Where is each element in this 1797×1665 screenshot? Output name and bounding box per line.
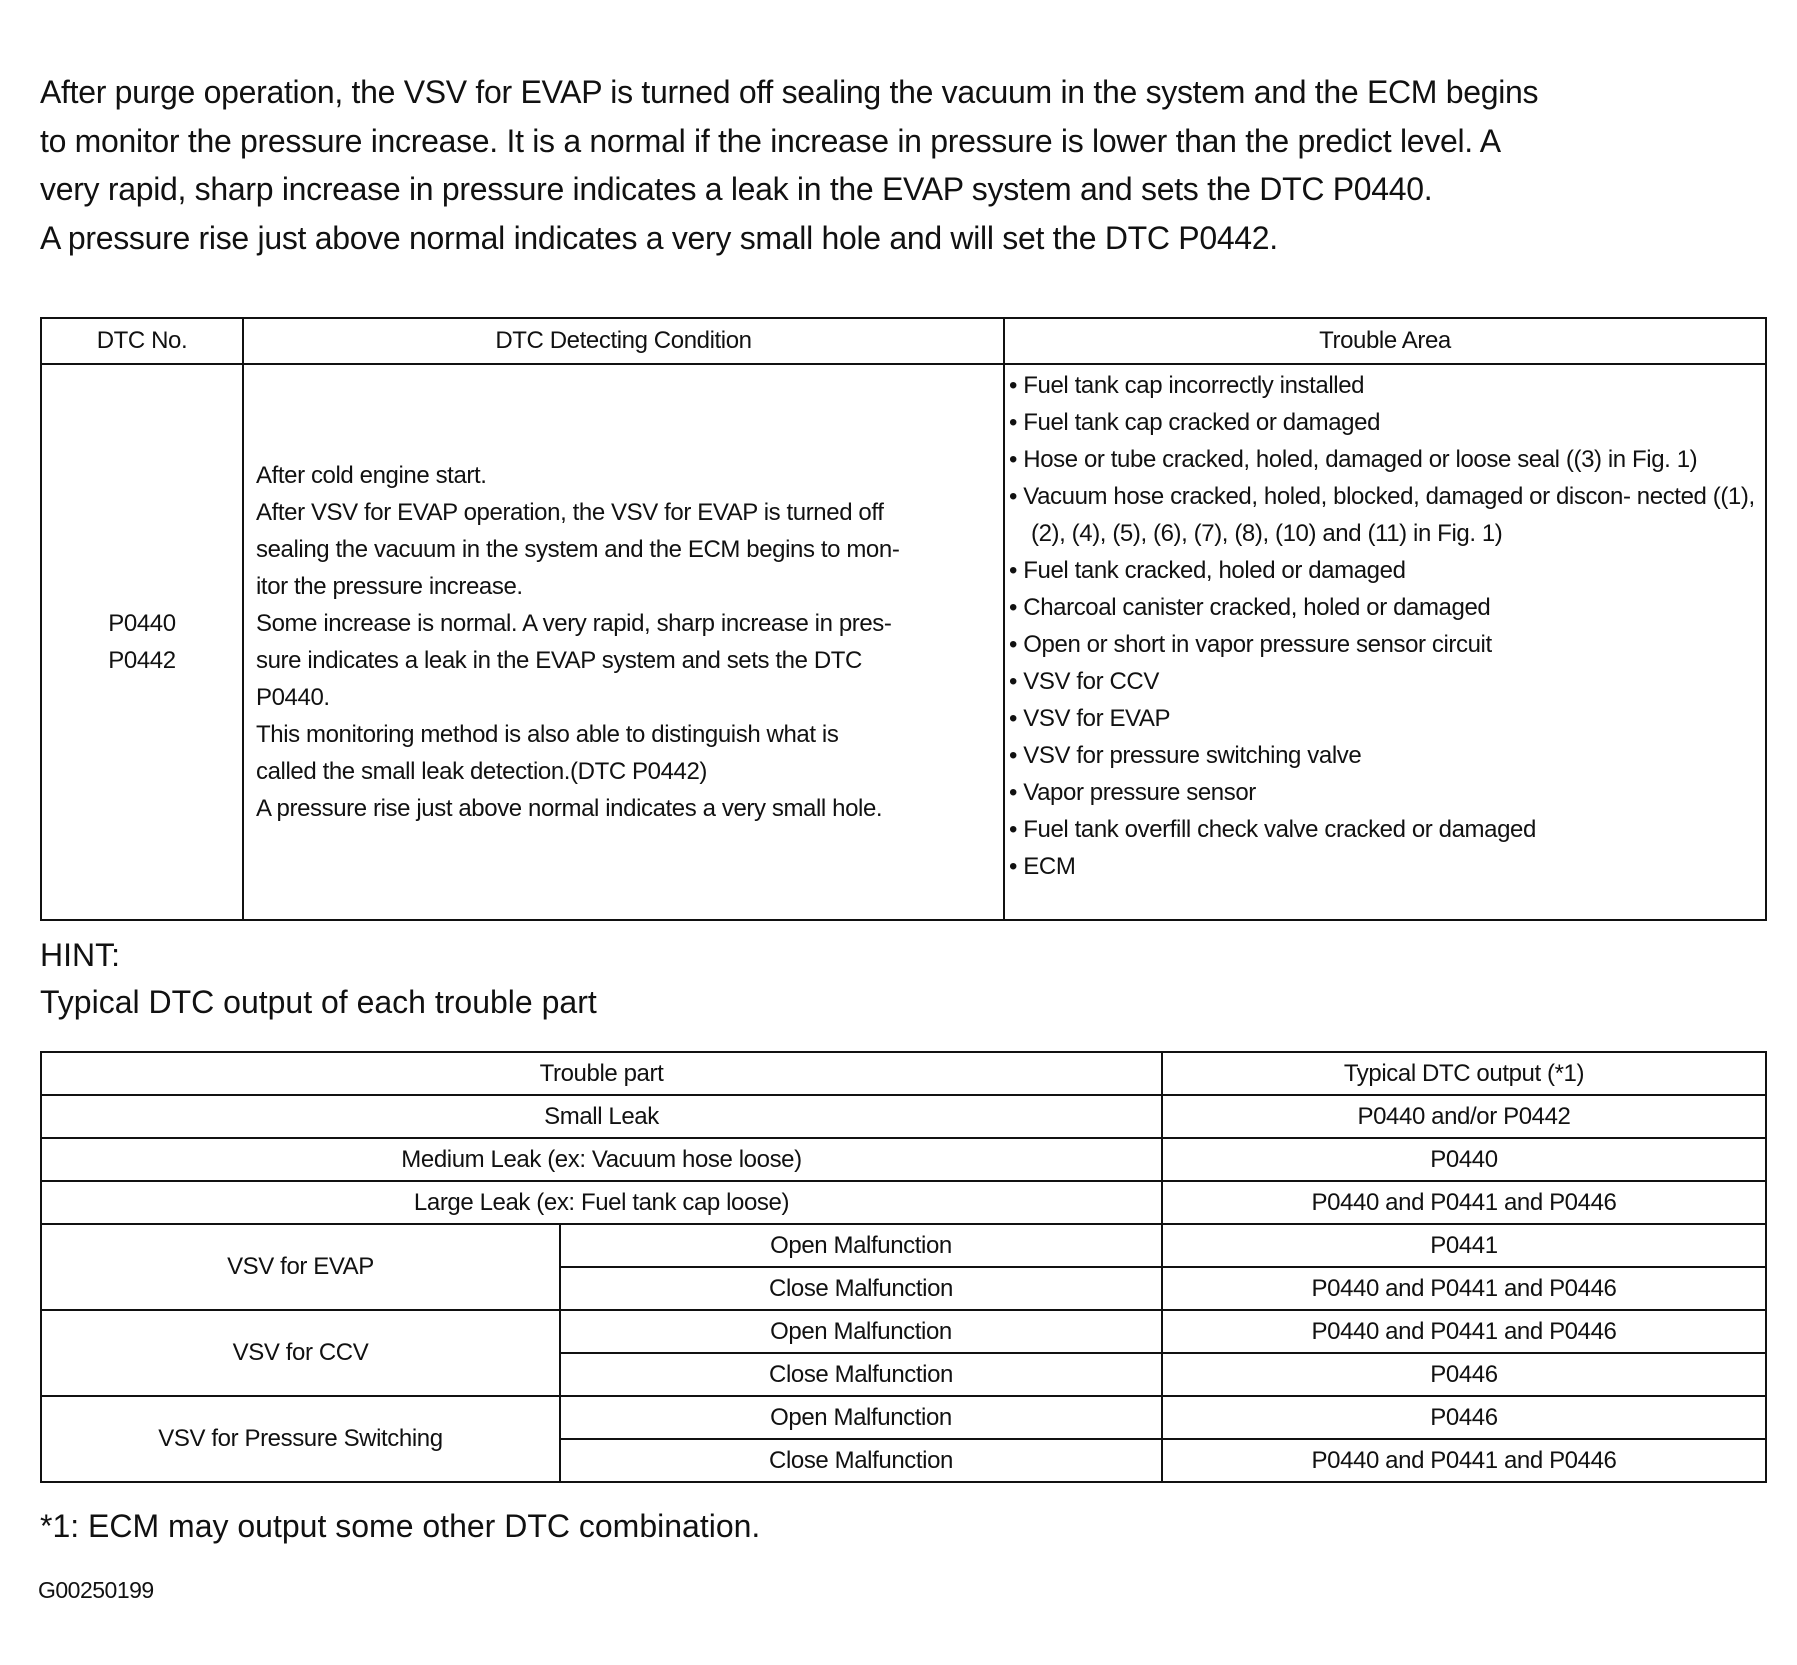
trouble-area-item xyxy=(1009,589,1765,626)
table-row xyxy=(41,1224,1766,1267)
dtc-output-table xyxy=(40,1051,1767,1483)
malfunction-mode-cell: Open Malfunction xyxy=(560,1310,1162,1353)
table-header-row xyxy=(41,318,1766,364)
dtc-output-cell: P0440 and P0441 and P0446 xyxy=(1162,1181,1766,1224)
header-typical-output: Typical DTC output (*1) xyxy=(1162,1052,1766,1095)
table-header-row xyxy=(41,1052,1766,1095)
trouble-part-cell: Large Leak (ex: Fuel tank cap loose) xyxy=(41,1181,1162,1224)
trouble-area-text: Charcoal canister cracked, holed or damaged xyxy=(1023,594,1491,621)
trouble-area-text: Fuel tank cap incorrectly installed xyxy=(1023,372,1365,399)
condition-line: sealing the vacuum in the system and the ECM begins to mon- xyxy=(256,536,900,563)
trouble-area-text: Fuel tank cracked, holed or damaged xyxy=(1023,557,1406,584)
trouble-area-text: VSV for EVAP xyxy=(1023,705,1171,732)
dtc-number: P0442 xyxy=(108,647,176,674)
trouble-area-item xyxy=(1009,404,1765,441)
header-condition: DTC Detecting Condition xyxy=(243,318,1004,364)
malfunction-mode-cell: Close Malfunction xyxy=(560,1353,1162,1396)
trouble-area-text: Vacuum hose cracked, holed, blocked, damaged or discon- nected ((1), (2), (4), (5), (6), (7), (8), (10) and (11) in Fig. 1) xyxy=(1023,483,1755,547)
malfunction-mode-cell: Close Malfunction xyxy=(560,1267,1162,1310)
trouble-area-item xyxy=(1009,626,1765,663)
condition-line: called the small leak detection.(DTC P0442) xyxy=(256,758,708,785)
trouble-area-text: ECM xyxy=(1023,853,1076,880)
trouble-area-item xyxy=(1009,552,1765,589)
trouble-area-text: VSV for pressure switching valve xyxy=(1023,742,1362,769)
trouble-area-item xyxy=(1009,811,1765,848)
table-row xyxy=(41,1138,1766,1181)
dtc-number: P0440 xyxy=(108,610,176,637)
table-row xyxy=(41,364,1766,920)
condition-cell xyxy=(243,364,1004,920)
condition-line: A pressure rise just above normal indicates a very small hole. xyxy=(256,795,883,822)
condition-line: Some increase is normal. A very rapid, sharp increase in pres- xyxy=(256,610,892,637)
bullet-icon: • xyxy=(1009,668,1024,695)
bullet-icon: • xyxy=(1009,372,1024,399)
bullet-icon: • xyxy=(1009,409,1024,436)
table-row xyxy=(41,1310,1766,1353)
condition-line: This monitoring method is also able to distinguish what is xyxy=(256,721,839,748)
dtc-output-cell: P0440 and P0441 and P0446 xyxy=(1162,1439,1766,1482)
hint-section xyxy=(40,932,597,1026)
table-row xyxy=(41,1181,1766,1224)
intro-line: very rapid, sharp increase in pressure indicates a leak in the EVAP system and sets the DTC P0440. xyxy=(40,171,1433,207)
trouble-part-cell: Small Leak xyxy=(41,1095,1162,1138)
dtc-output-cell: P0440 and P0441 and P0446 xyxy=(1162,1310,1766,1353)
trouble-area-item xyxy=(1009,774,1765,811)
bullet-icon: • xyxy=(1009,631,1024,658)
trouble-area-text: Vapor pressure sensor xyxy=(1023,779,1256,806)
trouble-area-text: Fuel tank cap cracked or damaged xyxy=(1023,409,1381,436)
malfunction-mode-cell: Open Malfunction xyxy=(560,1396,1162,1439)
intro-line: After purge operation, the VSV for EVAP is turned off sealing the vacuum in the system and the ECM begins xyxy=(40,74,1539,110)
bullet-icon: • xyxy=(1009,779,1024,806)
bullet-icon: • xyxy=(1009,483,1024,510)
bullet-icon: • xyxy=(1009,853,1024,880)
trouble-part-cell: VSV for Pressure Switching xyxy=(41,1396,560,1482)
figure-code: G00250199 xyxy=(38,1577,154,1603)
condition-line: After cold engine start. xyxy=(256,462,487,489)
dtc-output-cell: P0446 xyxy=(1162,1353,1766,1396)
table-row xyxy=(41,1396,1766,1439)
trouble-area-item xyxy=(1009,848,1765,885)
dtc-output-cell: P0440 and P0441 and P0446 xyxy=(1162,1267,1766,1310)
condition-line: After VSV for EVAP operation, the VSV for EVAP is turned off xyxy=(256,499,884,526)
trouble-area-item xyxy=(1009,663,1765,700)
bullet-icon: • xyxy=(1009,446,1024,473)
bullet-icon: • xyxy=(1009,742,1024,769)
trouble-area-item xyxy=(1009,441,1765,478)
dtc-output-cell: P0441 xyxy=(1162,1224,1766,1267)
bullet-icon: • xyxy=(1009,705,1024,732)
trouble-area-text: VSV for CCV xyxy=(1023,668,1159,695)
bullet-icon: • xyxy=(1009,816,1024,843)
condition-line: sure indicates a leak in the EVAP system and sets the DTC xyxy=(256,647,862,674)
intro-paragraph xyxy=(40,68,1780,262)
trouble-part-cell: VSV for EVAP xyxy=(41,1224,560,1310)
trouble-area-item xyxy=(1009,737,1765,774)
header-trouble-area: Trouble Area xyxy=(1004,318,1766,364)
header-trouble-part: Trouble part xyxy=(41,1052,1162,1095)
hint-subtitle: Typical DTC output of each trouble part xyxy=(40,984,597,1020)
malfunction-mode-cell: Open Malfunction xyxy=(560,1224,1162,1267)
footnote: *1: ECM may output some other DTC combination. xyxy=(40,1508,761,1544)
trouble-part-cell: Medium Leak (ex: Vacuum hose loose) xyxy=(41,1138,1162,1181)
header-dtc-no: DTC No. xyxy=(41,318,243,364)
intro-line: to monitor the pressure increase. It is a normal if the increase in pressure is lower than the predict level. A xyxy=(40,122,1501,159)
dtc-output-cell: P0446 xyxy=(1162,1396,1766,1439)
condition-line: itor the pressure increase. xyxy=(256,573,523,600)
intro-line: A pressure rise just above normal indicates a very small hole and will set the DTC P0442. xyxy=(40,219,1278,256)
trouble-area-item xyxy=(1009,700,1765,737)
hint-label: HINT: xyxy=(40,937,120,973)
dtc-table xyxy=(40,317,1767,921)
dtc-output-cell: P0440 xyxy=(1162,1138,1766,1181)
trouble-area-cell xyxy=(1004,364,1766,920)
trouble-area-text: Open or short in vapor pressure sensor circuit xyxy=(1023,631,1492,658)
table-row xyxy=(41,1095,1766,1138)
dtc-output-cell: P0440 and/or P0442 xyxy=(1162,1095,1766,1138)
malfunction-mode-cell: Close Malfunction xyxy=(560,1439,1162,1482)
trouble-part-cell: VSV for CCV xyxy=(41,1310,560,1396)
bullet-icon: • xyxy=(1009,594,1024,621)
trouble-area-text: Fuel tank overfill check valve cracked or damaged xyxy=(1023,816,1536,843)
condition-line: P0440. xyxy=(256,684,330,711)
trouble-area-item xyxy=(1009,367,1765,404)
dtc-numbers-cell xyxy=(41,364,243,920)
trouble-area-item xyxy=(1009,478,1765,552)
bullet-icon: • xyxy=(1009,557,1024,584)
trouble-area-text: Hose or tube cracked, holed, damaged or loose seal ((3) in Fig. 1) xyxy=(1023,446,1698,473)
